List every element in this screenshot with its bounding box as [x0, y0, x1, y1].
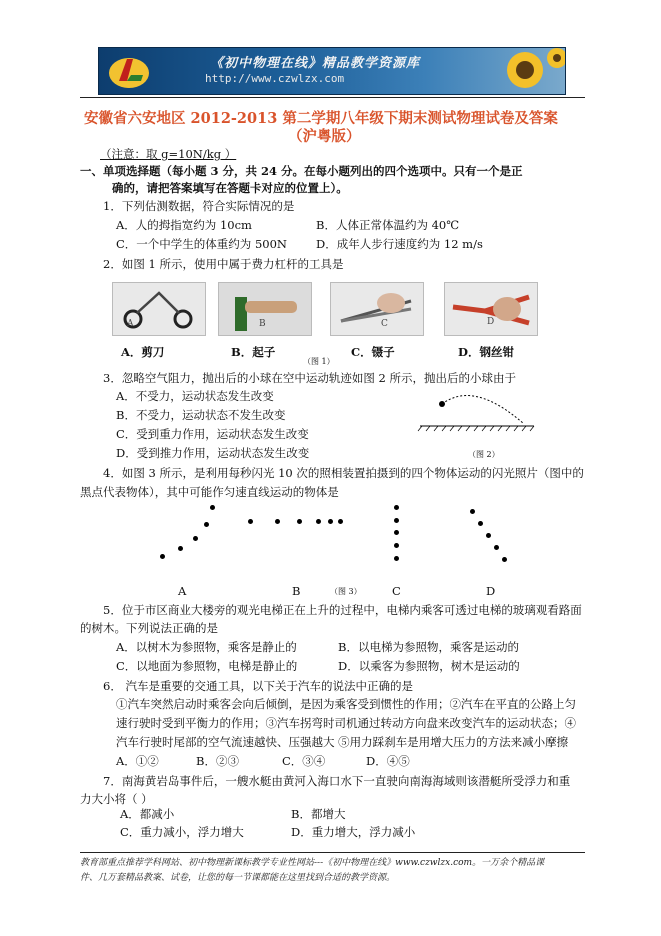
q5-line2: 的树木。下列说法正确的是: [80, 621, 218, 635]
fig3-label-b: B: [292, 584, 301, 598]
fig3-dot: [470, 509, 475, 514]
q5-option-d: D．以乘客为参照物，树木是运动的: [338, 659, 520, 673]
fig3-dot: [248, 519, 253, 524]
fig3-dot: [494, 545, 499, 550]
q7-option-d: D．重力增大，浮力减小: [291, 825, 416, 839]
fig3-dot: [210, 505, 215, 510]
photo-label-a: A: [127, 319, 134, 329]
fig2-trajectory: [412, 386, 542, 434]
fig3-dot: [486, 533, 491, 538]
fig3-dot: [160, 554, 165, 559]
q7-option-c: C．重力减小，浮力增大: [120, 825, 244, 839]
q1-option-b: B．人体正常体温约为 40℃: [316, 218, 460, 232]
fig3-dot: [394, 505, 399, 510]
q5-option-b: B．以电梯为参照物，乘客是运动的: [338, 640, 519, 654]
tweezers-photo: [330, 282, 424, 336]
photo-label-d: D: [487, 317, 495, 327]
fig3-label-a: A: [178, 584, 187, 598]
footer-line2: 件、几万套精品教案、试卷，让您的每一节课都能在这里找到合适的教学资源。: [80, 873, 396, 883]
fig3-dot: [338, 519, 343, 524]
q6-line3: 汽车行驶时尾部的空气流速越快、压强越大 ⑤用力踩刹车是用增大压力的方法来减小摩擦: [116, 735, 569, 749]
pliers-icon: [445, 283, 537, 335]
fig3-dot: [394, 543, 399, 548]
q7-line1: 7．南海黄岩岛事件后，一艘水艇由黄河入海口水下一直驶向南海海域则该潜艇所受浮力和重: [103, 774, 571, 788]
q6-line1: ①汽车突然启动时乘客会向后倾倒，是因为乘客受到惯性的作用；②汽车在平直的公路上匀: [116, 697, 576, 711]
fig3-dot: [394, 530, 399, 535]
q6-option-a: A．①②: [116, 754, 159, 768]
opener-photo: [218, 282, 312, 336]
fig3-dot: [478, 521, 483, 526]
note-text: （注意：取 g=10N/kg ）: [100, 147, 237, 161]
q5-option-c: C．以地面为参照物，电梯是静止的: [116, 659, 298, 673]
q3-option-d: D．受到推力作用，运动状态发生改变: [116, 446, 310, 460]
footer-divider: [80, 852, 585, 853]
banner-title: 《初中物理在线》精品教学资源库: [210, 56, 421, 71]
photo-label-b: B: [259, 319, 266, 329]
document-subtitle: （沪粤版）: [288, 128, 361, 145]
q2-option-b: B．起子: [231, 345, 276, 359]
fig3-dot: [204, 522, 209, 527]
q1-stem: 1．下列估测数据，符合实际情况的是: [103, 199, 295, 213]
q6-stem: 6． 汽车是重要的交通工具，以下关于汽车的说法中正确的是: [103, 679, 413, 693]
q2-stem: 2．如图 1 所示，使用中属于费力杠杆的工具是: [103, 257, 344, 271]
q3-option-b: B．不受力，运动状态不发生改变: [116, 408, 286, 422]
fig3-dot: [394, 518, 399, 523]
q1-option-c: C．一个中学生的体重约为 500N: [116, 237, 287, 251]
q5-option-a: A．以树木为参照物，乘客是静止的: [116, 640, 297, 654]
q1-option-a: A．人的拇指宽约为 10cm: [116, 218, 252, 232]
q3-stem: 3．忽略空气阻力，抛出后的小球在空中运动轨迹如图 2 所示，抛出后的小球由于: [103, 371, 516, 385]
q6-option-d: D．④⑤: [366, 754, 410, 768]
fig3-dot: [178, 546, 183, 551]
document-title: 安徽省六安地区 2012-2013 第二学期八年级下期末测试物理试卷及答案: [84, 110, 558, 127]
q1-option-d: D．成年人步行速度约为 12 m/s: [316, 237, 483, 251]
fig3-label-c: C: [392, 584, 401, 598]
footer-line1: 教育部重点推荐学科网站、初中物理新课标教学专业性网站---《初中物理在线》www.czwlzx.com。一万余个精品课: [80, 858, 545, 868]
q2-option-c: C．镊子: [351, 345, 395, 359]
header-divider: [80, 97, 585, 98]
fig1-caption: （图 1）: [303, 357, 335, 366]
q7-option-a: A．都减小: [120, 807, 175, 821]
q3-option-c: C．受到重力作用，运动状态发生改变: [116, 427, 309, 441]
q7-option-b: B．都增大: [291, 807, 346, 821]
logo-icon: [105, 51, 157, 91]
fig3-dot: [193, 536, 198, 541]
q7-line2: 力大小将（ ）: [80, 792, 153, 806]
scissors-photo: [112, 282, 206, 336]
q2-option-d: D．钢丝钳: [458, 345, 514, 359]
q4-line1: 4．如图 3 所示，是利用每秒闪光 10 次的照相装置拍摄到的四个物体运动的闪光照片（图中的: [103, 466, 584, 480]
tweezers-icon: [331, 283, 423, 335]
fig3-dot: [502, 557, 507, 562]
q2-option-a: A．剪刀: [121, 345, 165, 359]
fig3-dot: [316, 519, 321, 524]
sunflower-icon: [475, 48, 565, 94]
banner-url: http://www.czwlzx.com: [205, 72, 345, 85]
q6-line2: 速行驶时受到平衡力的作用；③汽车拐弯时司机通过转动方向盘来改变汽车的运动状态；④: [116, 716, 576, 730]
fig3-dot: [328, 519, 333, 524]
photo-label-c: C: [381, 319, 388, 329]
q6-option-c: C．③④: [282, 754, 326, 768]
pliers-photo: [444, 282, 538, 336]
section-heading-cont: 确的，请把答案填写在答题卡对应的位置上）。: [112, 181, 348, 195]
q3-option-a: A．不受力，运动状态发生改变: [116, 389, 274, 403]
q4-line2: 黑点代表物体），其中可能作匀速直线运动的物体是: [80, 485, 339, 499]
fig3-label-d: D: [486, 584, 496, 598]
section-heading: 一、单项选择题（每小题 3 分，共 24 分。在每小题列出的四个选项中。只有一个是正: [80, 164, 523, 178]
fig3-dot: [394, 556, 399, 561]
fig2-caption: （图 2）: [468, 450, 500, 459]
q6-option-b: B．②③: [196, 754, 239, 768]
q5-line1: 5．位于市区商业大楼旁的观光电梯正在上升的过程中，电梯内乘客可透过电梯的玻璃观看路面: [103, 603, 582, 617]
fig3-dot: [297, 519, 302, 524]
fig3-caption: （图 3）: [330, 587, 362, 596]
fig3-dot: [275, 519, 280, 524]
